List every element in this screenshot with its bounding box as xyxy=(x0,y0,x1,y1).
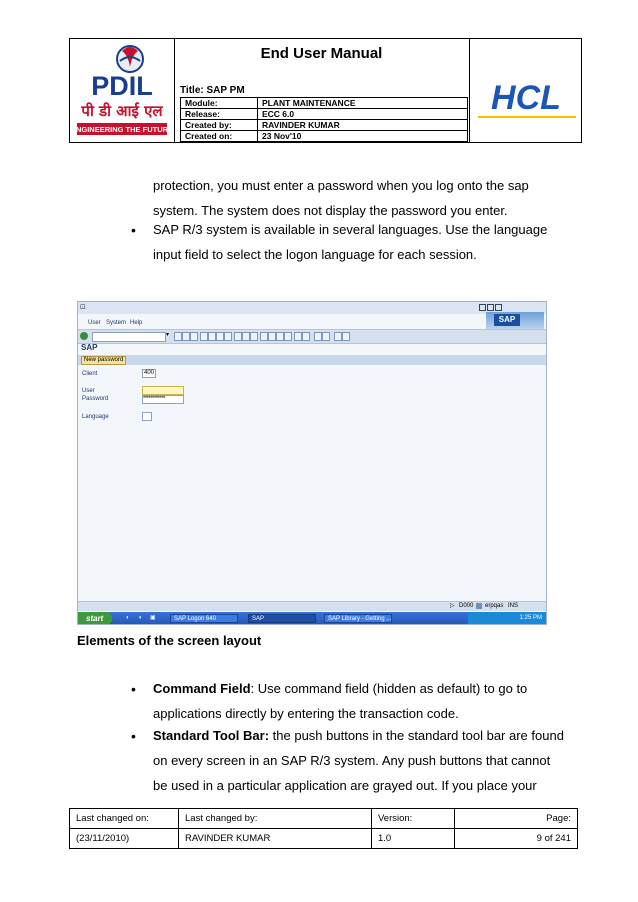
status-mode: INS xyxy=(508,603,519,609)
toolbar-button-icon[interactable] xyxy=(334,332,342,341)
password-input[interactable]: ************ xyxy=(142,395,184,404)
language-input[interactable] xyxy=(142,412,152,421)
text-line: input field to select the logon language for each session. xyxy=(153,247,477,262)
toolbar-button-icon[interactable] xyxy=(276,332,284,341)
text-line: applications directly by entering the transaction code. xyxy=(153,706,459,721)
maximize-icon[interactable] xyxy=(487,304,494,311)
toolbar-button-icon[interactable] xyxy=(314,332,322,341)
standard-toolbar xyxy=(78,329,546,344)
footer-value: 9 of 241 xyxy=(455,829,578,849)
toolbar-button-icon[interactable] xyxy=(342,332,350,341)
command-field[interactable] xyxy=(92,332,166,342)
document-title: End User Manual xyxy=(260,45,383,62)
menu-user[interactable]: User xyxy=(88,320,101,326)
client-input[interactable]: 400 xyxy=(143,370,154,376)
password-label: Password xyxy=(82,396,109,402)
system-tray xyxy=(468,612,546,625)
screen-title: SAP xyxy=(81,343,98,352)
sap-menu-bar xyxy=(78,320,546,328)
footer-label: Version: xyxy=(372,809,455,829)
term: Command Field xyxy=(153,681,251,696)
document-header xyxy=(69,38,582,143)
status-server: erpqas xyxy=(485,603,504,609)
taskbar-item[interactable]: SAP Library - Getting ... xyxy=(324,614,392,623)
close-icon[interactable] xyxy=(495,304,502,311)
footer-value: 1.0 xyxy=(372,829,455,849)
status-play-icon: ▷ xyxy=(450,603,455,609)
quick-launch-icon[interactable]: ◑ xyxy=(138,615,142,621)
sap-logo: SAP xyxy=(494,314,520,326)
bullet-item xyxy=(153,676,527,726)
meta-value: PLANT MAINTENANCE xyxy=(258,98,468,109)
meta-label: Module: xyxy=(181,98,258,109)
toolbar-button-icon[interactable] xyxy=(260,332,268,341)
taskbar-item[interactable]: SAP Logon 640 xyxy=(170,614,238,623)
status-bar xyxy=(78,601,546,611)
text-span: : Use command field (hidden as default) to go to xyxy=(250,681,528,696)
toolbar-button-icon[interactable] xyxy=(284,332,292,341)
application-toolbar xyxy=(78,355,546,365)
client-label: Client xyxy=(82,371,98,377)
svg-text:ENGINEERING THE FUTURE: ENGINEERING THE FUTURE xyxy=(70,125,174,134)
meta-label: Release: xyxy=(181,109,258,120)
meta-row xyxy=(181,98,468,109)
clock: 1:25 PM xyxy=(519,615,542,621)
footer-header-row xyxy=(70,809,578,829)
text-line xyxy=(153,676,527,701)
toolbar-button-icon[interactable] xyxy=(190,332,198,341)
sap-title-bar xyxy=(78,302,546,314)
bullet-item xyxy=(153,723,564,798)
bullet-icon: • xyxy=(131,222,136,238)
bullet-icon: • xyxy=(131,728,136,744)
bullet-item xyxy=(153,217,547,267)
windows-taskbar xyxy=(78,612,546,625)
toolbar-button-icon[interactable] xyxy=(250,332,258,341)
footer-label: Last changed by: xyxy=(179,809,372,829)
footer-value: (23/11/2010) xyxy=(70,829,179,849)
chevron-down-icon[interactable]: ▾ xyxy=(166,332,170,338)
user-label: User xyxy=(82,388,95,394)
text-line: system. The system does not display the password you enter. xyxy=(153,203,508,218)
sap-logon-screenshot xyxy=(77,301,547,625)
svg-text:HCL: HCL xyxy=(491,79,561,117)
bullet-icon: • xyxy=(131,681,136,697)
toolbar-button-icon[interactable] xyxy=(200,332,208,341)
text-line: on every screen in an SAP R/3 system. Any push buttons that cannot xyxy=(153,753,551,768)
language-label: Language xyxy=(82,414,109,420)
footer-value-row xyxy=(70,829,578,849)
toolbar-button-icon[interactable] xyxy=(322,332,330,341)
quick-launch-icon[interactable]: ◐ xyxy=(126,615,130,621)
footer-label: Page: xyxy=(455,809,578,829)
text-line: SAP R/3 system is available in several languages. Use the language xyxy=(153,222,548,237)
minimize-icon[interactable] xyxy=(479,304,486,311)
toolbar-button-icon[interactable] xyxy=(268,332,276,341)
pdil-logo xyxy=(70,39,174,143)
toolbar-button-icon[interactable] xyxy=(224,332,232,341)
footer-label: Last changed on: xyxy=(70,809,179,829)
quick-launch-icon[interactable]: ▣ xyxy=(150,615,156,621)
toolbar-button-icon[interactable] xyxy=(294,332,302,341)
body-paragraph xyxy=(153,173,529,223)
meta-row xyxy=(181,120,468,131)
svg-text:पी डी आई एल: पी डी आई एल xyxy=(81,102,163,120)
start-button[interactable]: start xyxy=(78,612,112,625)
taskbar-item[interactable]: SAP xyxy=(248,614,316,623)
meta-label: Created on: xyxy=(181,131,258,142)
document-footer xyxy=(69,808,578,849)
toolbar-button-icon[interactable] xyxy=(174,332,182,341)
text-line: protection, you must enter a password when you log onto the sap xyxy=(153,178,529,193)
meta-row xyxy=(181,109,468,120)
menu-system[interactable]: System xyxy=(106,320,127,326)
meta-value: 23 Nov'10 xyxy=(258,131,468,142)
user-input[interactable] xyxy=(142,386,184,395)
toolbar-button-icon[interactable] xyxy=(242,332,250,341)
toolbar-button-icon[interactable] xyxy=(302,332,310,341)
meta-row xyxy=(181,131,468,142)
toolbar-button-icon[interactable] xyxy=(182,332,190,341)
header-meta-table xyxy=(180,97,468,142)
hcl-logo xyxy=(470,39,582,143)
section-heading: Elements of the screen layout xyxy=(77,633,262,648)
footer-value: RAVINDER KUMAR xyxy=(179,829,372,849)
status-system: D000 xyxy=(459,603,474,609)
menu-help[interactable]: Help xyxy=(130,320,143,326)
term: Standard Tool Bar: xyxy=(153,728,270,743)
status-server-icon xyxy=(476,603,482,609)
toolbar-button-icon[interactable] xyxy=(234,332,242,341)
text-span: the push buttons in the standard tool bar are found xyxy=(269,728,564,743)
new-password-button[interactable]: New password xyxy=(81,356,126,365)
enter-icon[interactable] xyxy=(80,332,88,340)
meta-value: RAVINDER KUMAR xyxy=(258,120,468,131)
document-subtitle: Title: SAP PM xyxy=(180,85,245,96)
meta-label: Created by: xyxy=(181,120,258,131)
sap-window-icon: ⊡ xyxy=(80,304,86,311)
meta-value: ECC 6.0 xyxy=(258,109,468,120)
toolbar-button-icon[interactable] xyxy=(216,332,224,341)
text-line xyxy=(153,723,564,748)
text-line: be used in a particular application are grayed out. If you place your xyxy=(153,778,537,793)
svg-text:PDIL: PDIL xyxy=(91,71,153,101)
toolbar-button-icon[interactable] xyxy=(208,332,216,341)
